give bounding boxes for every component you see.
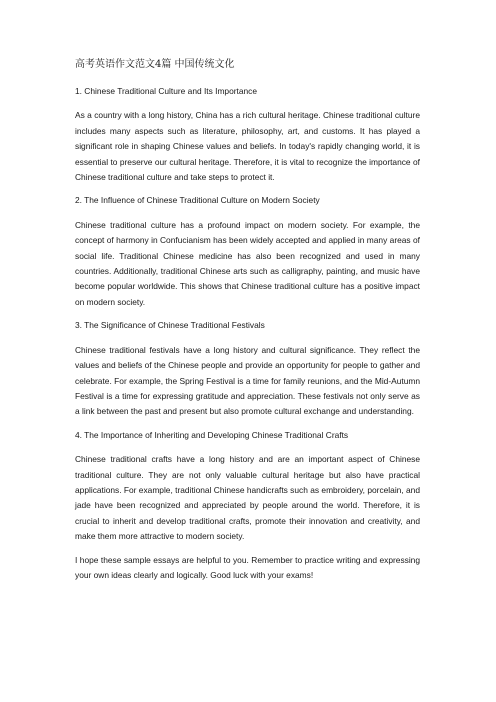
section-paragraph: Chinese traditional crafts have a long history and are an important aspect of Chinese traditional culture. They are not only valuable cultural heritage but also have practical applications. For example, traditional Chinese handicrafts such as embroidery, porcelain, and jade have been recognized and appreciated by people around the world. Therefore, it is crucial to inherit and develop traditional crafts, promote their innovation and creativity, and make them more attractive to modern society.	[75, 454, 420, 542]
section-paragraph: Chinese traditional culture has a profound impact on modern society. For example, the concept of harmony in Confucianism has been widely accepted and applied in many areas of social life. Traditional Chinese medicine has also been recognized and used in many countries. Additionally, traditional Chinese arts such as calligraphy, painting, and music have become popular worldwide. This shows that Chinese traditional culture has a positive impact on modern society.	[75, 219, 420, 307]
closing-paragraph: I hope these sample essays are helpful to you. Remember to practice writing and expressing your own ideas clearly and logically. Good luck with your exams!	[75, 554, 420, 580]
section-paragraph: As a country with a long history, China has a rich cultural heritage. Chinese traditional culture includes many aspects such as literature, philosophy, art, and customs. It has played a significant role in shaping Chinese values and beliefs. In today's rapidly changing world, it is essential to preserve our cultural heritage. Therefore, it is vital to recognize the importance of Chinese traditional culture and take steps to protect it.	[75, 110, 420, 183]
document-body	[75, 84, 420, 591]
section-heading: 4. The Importance of Inheriting and Developing Chinese Traditional Crafts	[75, 429, 349, 440]
section-heading: 3. The Significance of Chinese Traditional Festivals	[75, 320, 265, 331]
section-paragraph: Chinese traditional festivals have a long history and cultural significance. They reflect the values and beliefs of the Chinese people and provide an opportunity for people to gather and celebrate. For example, the Spring Festival is a time for family reunions, and the Mid-Autumn Festival is a time for expressing gratitude and appreciation. These festivals not only serve as a link between the past and present but also promote cultural exchange and understanding.	[75, 344, 420, 417]
section-3	[75, 318, 420, 419]
document-title: 高考英语作文范文4篇 中国传统文化	[75, 59, 235, 70]
section-1	[75, 84, 420, 185]
section-heading: 1. Chinese Traditional Culture and Its Importance	[75, 86, 258, 96]
section-2	[75, 193, 420, 310]
section-heading: 2. The Influence of Chinese Traditional Culture on Modern Society	[75, 195, 320, 206]
section-4	[75, 428, 420, 545]
